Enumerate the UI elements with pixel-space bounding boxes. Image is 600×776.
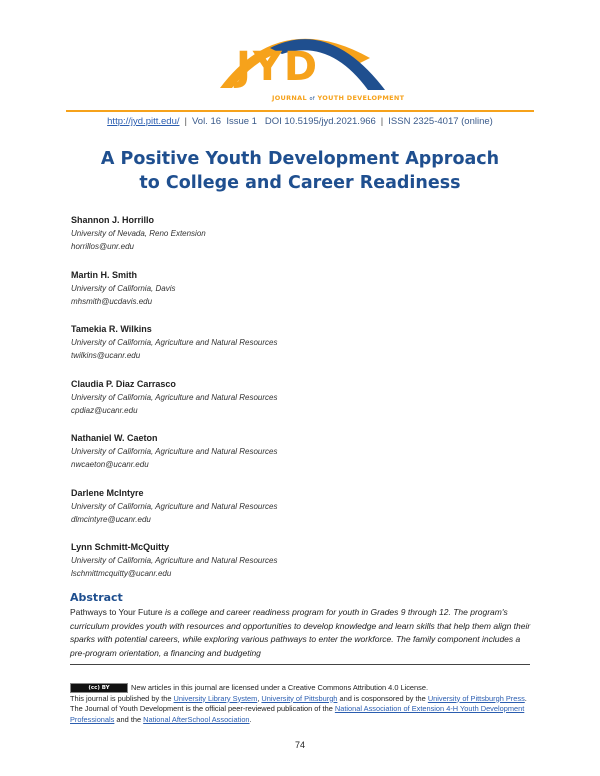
author-name: Tamekia R. Wilkins (71, 324, 152, 334)
doi: DOI 10.5195/jyd.2021.966 (264, 116, 376, 127)
author-name: Claudia P. Diaz Carrasco (71, 378, 176, 389)
author-email: cpdiaz@ucanr.edu (71, 405, 138, 415)
author-list (71, 214, 551, 596)
title-line-1: A Positive Youth Development Approach (100, 149, 500, 169)
author-name: Shannon J. Horrillo (71, 215, 155, 225)
author-entry (71, 214, 551, 269)
author-entry (71, 323, 551, 378)
license-footer (70, 683, 530, 725)
logo-initials: JYD (236, 44, 320, 90)
naa-link[interactable]: National AfterSchool Association (143, 714, 250, 724)
upitt-link[interactable]: University of Pittsburgh (261, 693, 338, 703)
author-affiliation: University of California, Agriculture and Natural Resources (71, 392, 278, 402)
issue: Issue 1 (226, 116, 257, 127)
article-title (40, 147, 560, 195)
abstract-heading: Abstract (70, 591, 123, 604)
title-line-2: to College and Career Readiness (139, 173, 461, 193)
press-link[interactable]: University of Pittsburgh Press (427, 693, 525, 703)
footer-rule (70, 664, 530, 665)
author-name: Lynn Schmitt-McQuitty (71, 542, 170, 552)
cc-by-badge-icon[interactable]: (cc) BY (70, 683, 128, 693)
author-affiliation: University of California, Davis (71, 283, 176, 293)
author-affiliation: University of California, Agriculture and Natural Resources (71, 501, 278, 511)
author-email: horrillos@unr.edu (71, 242, 134, 251)
author-email: dlmcintyre@ucanr.edu (71, 514, 151, 524)
author-email: twilkins@ucanr.edu (71, 351, 141, 360)
uls-link[interactable]: University Library System (173, 693, 258, 703)
author-affiliation: University of California, Agriculture and Natural Resources (71, 338, 278, 347)
author-affiliation: University of California, Agriculture and Natural Resources (71, 556, 278, 565)
author-entry (71, 487, 551, 542)
program-name: Pathways to Your Future (70, 607, 163, 617)
abstract-text (70, 606, 536, 660)
author-entry (71, 378, 551, 433)
naeyd-link[interactable]: National Association of Extension 4-H Youth Development Professionals (70, 704, 525, 724)
header-rule (66, 110, 534, 112)
author-email: nwcaeton@ucanr.edu (71, 460, 149, 469)
author-email: mhsmith@ucdavis.edu (71, 296, 153, 306)
issn: ISSN 2325-4017 (online) (388, 116, 493, 127)
volume: Vol. 16 (191, 116, 222, 127)
author-name: Martin H. Smith (71, 269, 138, 280)
author-email: lschmittmcquitty@ucanr.edu (71, 569, 172, 578)
license-text: New articles in this journal are licensed under a Creative Commons Attribution 4.0 License. (131, 683, 429, 692)
author-entry (71, 541, 551, 596)
author-name: Darlene McIntyre (71, 487, 144, 498)
publisher-text: This journal is published by the University Library System, University of Pittsburgh and is cosponsored by the University of Pittsburgh Press. The Journal of Youth Development is the official peer-reviewed publication of the National Association of Extension 4-H Youth Development Professionals and the National AfterSchool Association. (70, 693, 527, 724)
author-affiliation: University of Nevada, Reno Extension (71, 229, 206, 238)
journal-url-link[interactable]: http://jyd.pitt.edu/ (107, 116, 180, 127)
author-entry (71, 432, 551, 487)
license-line (70, 683, 530, 694)
author-name: Nathaniel W. Caeton (71, 433, 158, 443)
author-entry (71, 269, 551, 324)
abstract-body: is a college and career readiness program for youth in Grades 9 through 12. The program's curriculum provides youth with resources and opportunities to develop knowledge and learn skills that help them align their sparks with potential careers, while exploring various pathways to enter the workforce. The family component includes a pre-program orientation, a financing and budgeting (70, 607, 531, 658)
journal-meta: http://jyd.pitt.edu/ | Vol. 16 Issue 1 DOI 10.5195/jyd.2021.966 | ISSN 2325-4017 (online) (107, 116, 493, 127)
logo-tagline: JOURNAL of YOUTH DEVELOPMENT (272, 94, 405, 102)
author-affiliation: University of California, Agriculture and Natural Resources (71, 447, 278, 456)
page-number: 74 (294, 740, 305, 750)
